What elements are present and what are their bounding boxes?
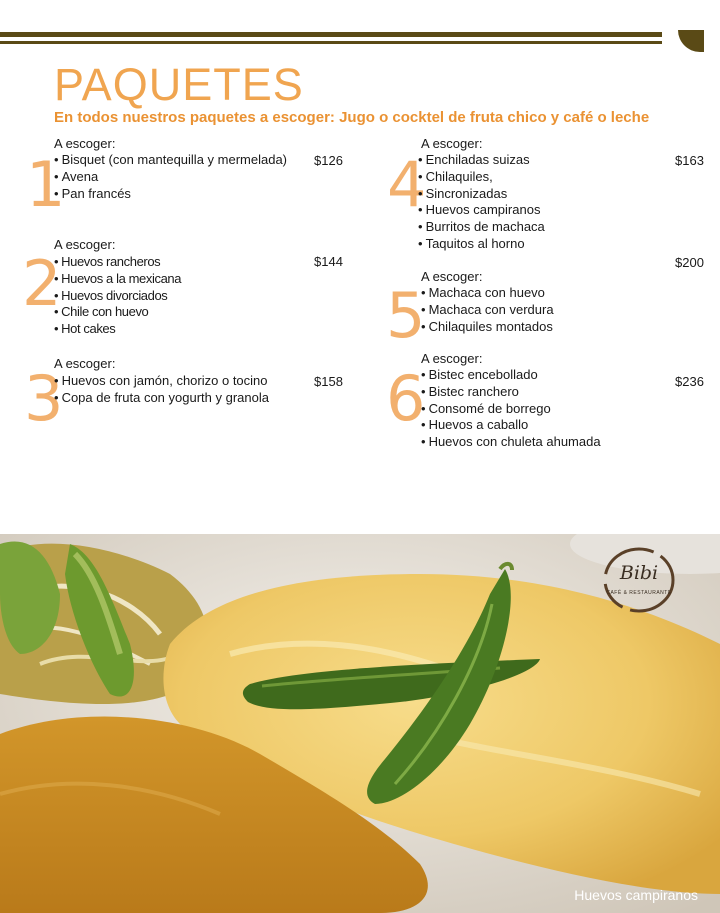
logo-subtitle: CAFÉ & RESTAURANTE	[606, 590, 672, 596]
package-1-label: A escoger:	[54, 136, 116, 151]
package-5-label: A escoger:	[421, 269, 483, 284]
package-2-label: A escoger:	[54, 237, 116, 252]
package-5-number: 5	[386, 279, 426, 352]
top-rule-thick	[0, 32, 662, 37]
list-item: • Avena	[54, 169, 287, 186]
list-item: • Consomé de borrego	[421, 401, 601, 418]
list-item: • Machaca con huevo	[421, 285, 554, 302]
page-title: PAQUETES	[54, 59, 304, 110]
package-3-price: $158	[314, 374, 343, 389]
package-4-price: $163	[675, 153, 704, 168]
list-item: • Bistec encebollado	[421, 367, 601, 384]
logo-name: Bibi	[619, 562, 659, 584]
list-item: • Chilaquiles montados	[421, 319, 554, 336]
list-item: • Copa de fruta con yogurth y granola	[54, 390, 269, 407]
package-6-number: 6	[386, 362, 426, 435]
list-item: • Huevos divorciados	[54, 288, 181, 305]
package-3-number: 3	[24, 362, 64, 435]
list-item: • Pan francés	[54, 186, 287, 203]
package-5-items	[421, 285, 554, 335]
top-rule-thin	[0, 41, 662, 44]
photo-caption: Huevos campiranos	[574, 887, 698, 903]
list-item: • Burritos de machaca	[418, 219, 545, 236]
package-4-items	[418, 152, 545, 253]
package-4-label: A escoger:	[421, 136, 483, 151]
list-item: • Enchiladas suizas	[418, 152, 545, 169]
food-photo	[0, 534, 720, 913]
list-item: • Chilaquiles,	[418, 169, 545, 186]
list-item: • Chile con huevo	[54, 304, 181, 321]
list-item: • Bisquet (con mantequilla y mermelada)	[54, 152, 287, 169]
list-item: • Hot cakes	[54, 321, 181, 338]
list-item: • Huevos a la mexicana	[54, 271, 181, 288]
package-5-price: $200	[675, 255, 704, 270]
package-2-number: 2	[22, 247, 62, 320]
list-item: • Taquitos al horno	[418, 236, 545, 253]
list-item: • Huevos campiranos	[418, 202, 545, 219]
package-2-price: $144	[314, 254, 343, 269]
list-item: • Machaca con verdura	[421, 302, 554, 319]
corner-ornament	[678, 30, 704, 52]
package-6-label: A escoger:	[421, 351, 483, 366]
package-1-items	[54, 152, 287, 202]
package-1-number: 1	[26, 148, 66, 221]
package-1-price: $126	[314, 153, 343, 168]
list-item: • Huevos con chuleta ahumada	[421, 434, 601, 451]
list-item: • Huevos a caballo	[421, 417, 601, 434]
restaurant-logo	[600, 544, 678, 616]
list-item: • Huevos con jamón, chorizo o tocino	[54, 373, 269, 390]
list-item: • Huevos rancheros	[54, 254, 181, 271]
package-6-price: $236	[675, 374, 704, 389]
list-item: • Bistec ranchero	[421, 384, 601, 401]
package-2-items	[54, 254, 181, 338]
package-6-items	[421, 367, 601, 451]
package-3-items	[54, 373, 269, 407]
page-subtitle: En todos nuestros paquetes a escoger: Jugo o cocktel de fruta chico y café o leche	[54, 109, 650, 126]
package-3-label: A escoger:	[54, 356, 116, 371]
list-item: • Sincronizadas	[418, 186, 545, 203]
package-4-number: 4	[387, 148, 427, 221]
